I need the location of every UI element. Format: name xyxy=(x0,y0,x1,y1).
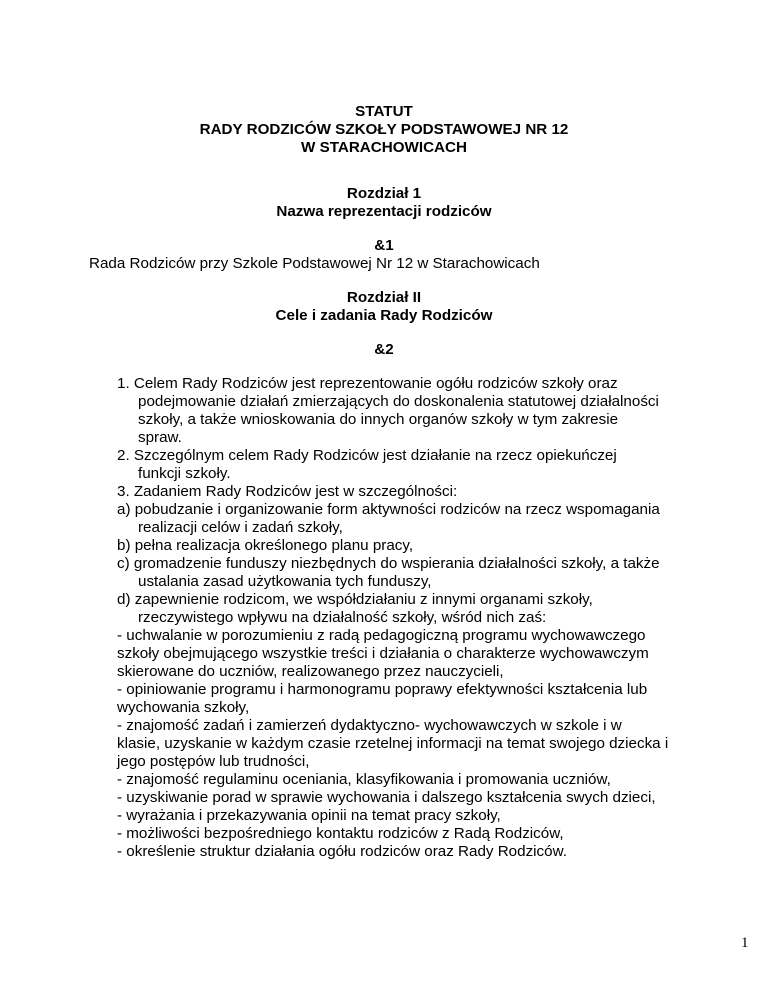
dash-item: - wyrażania i przekazywania opinii na temat pracy szkoły, xyxy=(117,807,501,824)
dash-item: - znajomość regulaminu oceniania, klasyfikowania i promowania uczniów, xyxy=(117,771,611,788)
page-number: 1 xyxy=(741,935,749,951)
list-item-b: b) pełna realizacja określonego planu pracy, xyxy=(117,537,414,554)
dash-item: - opiniowanie programu i harmonogramu poprawy efektywności kształcenia lub xyxy=(117,681,648,698)
statute-location: W STARACHOWICACH xyxy=(301,139,467,156)
list-item-3: 3. Zadaniem Rady Rodziców jest w szczególności: xyxy=(117,483,458,500)
section-1-text: Rada Rodziców przy Szkole Podstawowej Nr 12 w Starachowicach xyxy=(89,255,540,272)
list-item-1-cont: spraw. xyxy=(138,429,182,446)
list-item-1-cont: szkoły, a także wnioskowania do innych organów szkoły w tym zakresie xyxy=(138,411,619,428)
list-item-d-cont: rzeczywistego wpływu na działalność szkoły, wśród nich zaś: xyxy=(138,609,547,626)
list-item-2-cont: funkcji szkoły. xyxy=(138,465,231,482)
dash-item-cont: klasie, uzyskanie w każdym czasie rzetelnej informacji na temat swojego dziecka i xyxy=(117,735,669,752)
dash-item: - uchwalanie w porozumieniu z radą pedagogiczną programu wychowawczego xyxy=(117,627,646,644)
dash-item: - możliwości bezpośredniego kontaktu rodziców z Radą Rodziców, xyxy=(117,825,564,842)
chapter-2-title: Rozdział II xyxy=(346,289,422,306)
statute-title: STATUT xyxy=(355,103,413,120)
dash-item-cont: jego postępów lub trudności, xyxy=(117,753,310,770)
dash-item: - uzyskiwanie porad w sprawie wychowania i dalszego kształcenia swych dzieci, xyxy=(117,789,656,806)
list-item-c: c) gromadzenie funduszy niezbędnych do wspierania działalności szkoły, a także xyxy=(117,555,660,572)
statute-subtitle: RADY RODZICÓW SZKOŁY PODSTAWOWEJ NR 12 xyxy=(199,121,569,138)
list-item-d: d) zapewnienie rodzicom, we współdziałaniu z innymi organami szkoły, xyxy=(117,591,593,608)
chapter-2-subtitle: Cele i zadania Rady Rodziców xyxy=(275,307,493,324)
section-2-mark: &2 xyxy=(374,341,394,358)
list-item-1: 1. Celem Rady Rodziców jest reprezentowanie ogółu rodziców szkoły oraz xyxy=(117,375,618,392)
dash-item: - znajomość zadań i zamierzeń dydaktyczno- wychowawczych w szkole i w xyxy=(117,717,622,734)
chapter-1-subtitle: Nazwa reprezentacji rodziców xyxy=(276,203,492,220)
dash-item: - określenie struktur działania ogółu rodziców oraz Rady Rodziców. xyxy=(117,843,567,860)
list-item-1-cont: podejmowanie działań zmierzających do doskonalenia statutowej działalności xyxy=(138,393,659,410)
dash-item-cont: wychowania szkoły, xyxy=(117,699,250,716)
dash-item-cont: skierowane do uczniów, realizowanego przez nauczycieli, xyxy=(117,663,504,680)
list-item-a: a) pobudzanie i organizowanie form aktywności rodziców na rzecz wspomagania xyxy=(117,501,660,518)
chapter-1-title: Rozdział 1 xyxy=(346,185,422,202)
list-item-c-cont: ustalania zasad użytkowania tych funduszy, xyxy=(138,573,432,590)
dash-item-cont: szkoły obejmującego wszystkie treści i działania o charakterze wychowawczym xyxy=(117,645,649,662)
list-item-a-cont: realizacji celów i zadań szkoły, xyxy=(138,519,343,536)
section-1-mark: &1 xyxy=(374,237,394,254)
list-item-2: 2. Szczególnym celem Rady Rodziców jest działanie na rzecz opiekuńczej xyxy=(117,447,617,464)
